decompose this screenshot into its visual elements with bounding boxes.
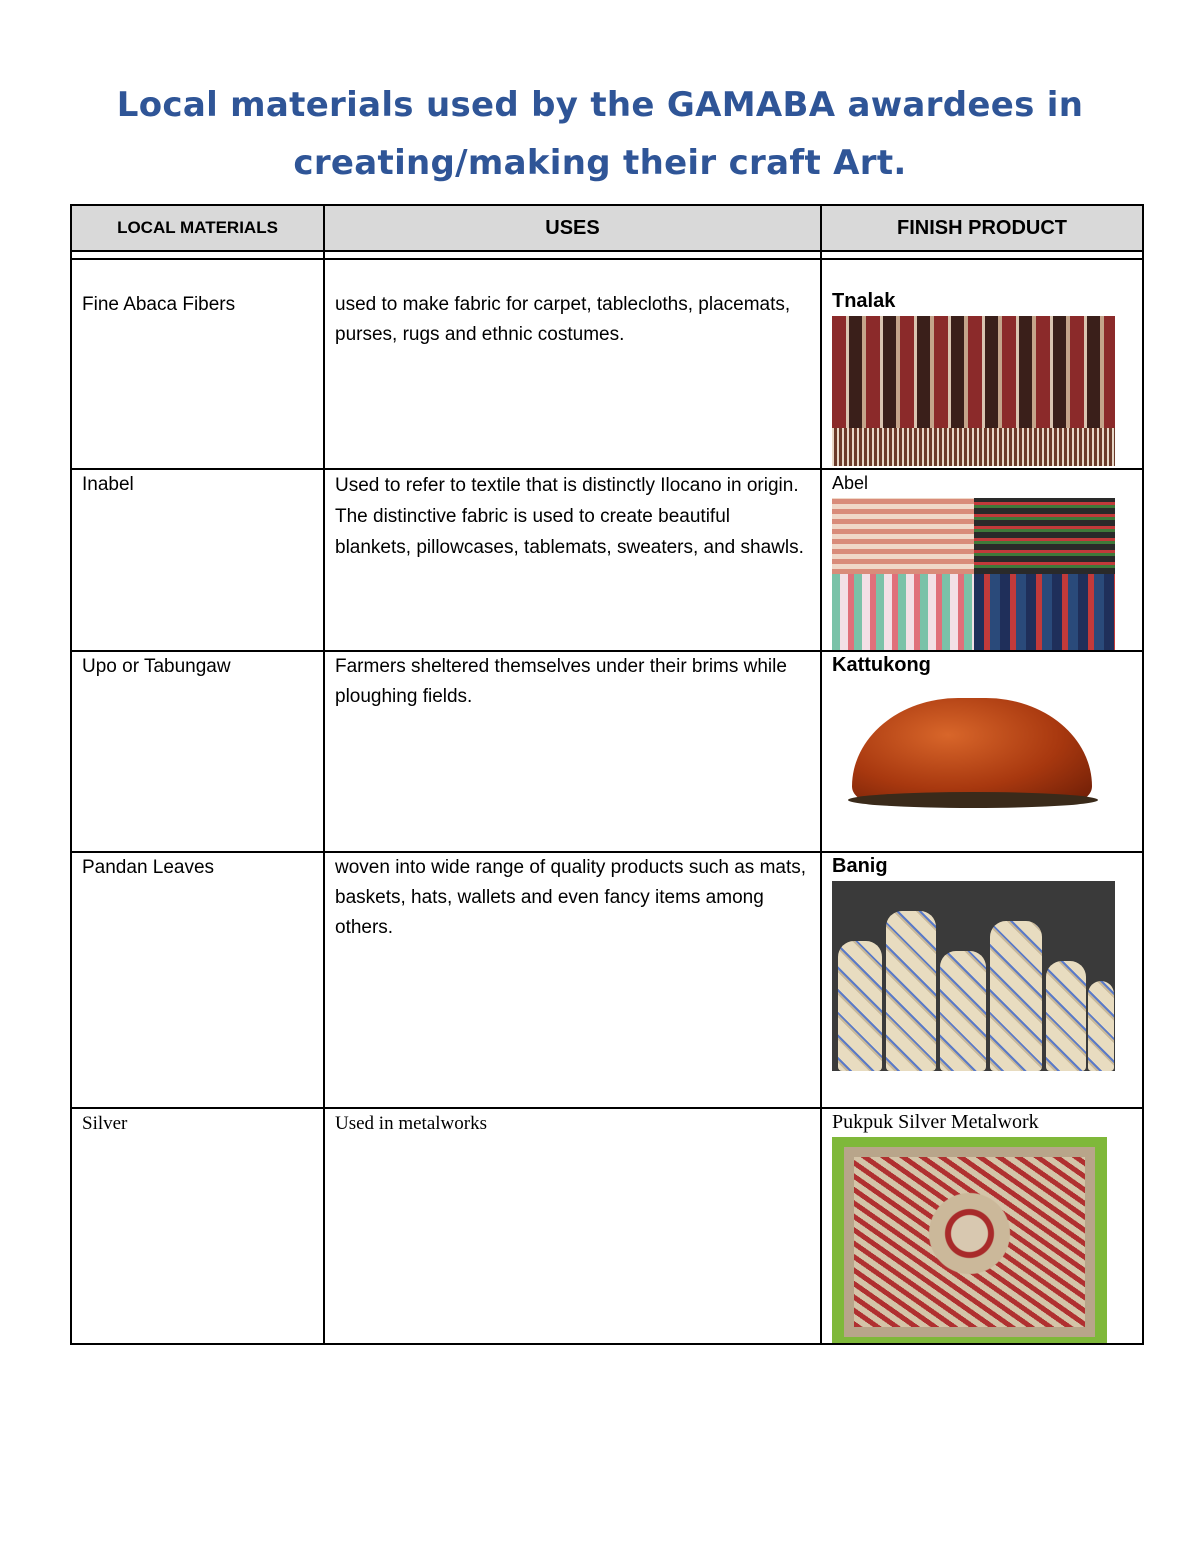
header-local-materials: LOCAL MATERIALS	[71, 205, 324, 251]
product-name: Kattukong	[832, 654, 931, 676]
uses-text: Used to refer to textile that is distinctly Ilocano in origin. The distinctive fabric is used to create beautiful blankets, pillowcases, tablemats, sweaters, and shawls.	[335, 475, 804, 558]
header-spacer	[71, 251, 1143, 259]
banig-image	[832, 881, 1115, 1071]
material-name: Fine Abaca Fibers	[82, 294, 236, 315]
uses-cell	[324, 1108, 821, 1344]
table-row	[71, 1108, 1143, 1344]
uses-cell	[324, 259, 821, 469]
table-row	[71, 852, 1143, 1108]
tnalak-image	[832, 316, 1115, 466]
product-name: Pukpuk Silver Metalwork	[832, 1111, 1039, 1133]
material-cell	[71, 259, 324, 469]
materials-table	[70, 204, 1144, 1345]
product-cell	[821, 852, 1143, 1108]
product-name: Banig	[832, 855, 888, 877]
uses-cell	[324, 469, 821, 651]
header-uses: USES	[324, 205, 821, 251]
uses-text: Used in metalworks	[335, 1113, 487, 1134]
uses-text: used to make fabric for carpet, tablecloths, placemats, purses, rugs and ethnic costumes.	[335, 294, 791, 345]
page-title	[60, 76, 1140, 192]
table-row	[71, 469, 1143, 651]
uses-cell	[324, 852, 821, 1108]
material-cell	[71, 651, 324, 852]
product-name: Tnalak	[832, 290, 896, 312]
title-line-1: Local materials used by the GAMABA awardees in	[116, 85, 1084, 125]
product-name: Abel	[832, 473, 869, 493]
material-name: Pandan Leaves	[82, 857, 215, 878]
header-row	[71, 205, 1143, 251]
abel-image	[832, 498, 1115, 650]
header-finish-product: FINISH PRODUCT	[821, 205, 1143, 251]
product-cell	[821, 1108, 1143, 1344]
material-name: Silver	[82, 1113, 128, 1134]
material-cell	[71, 1108, 324, 1344]
product-cell	[821, 469, 1143, 651]
uses-text: woven into wide range of quality products such as mats, baskets, hats, wallets and even fancy items among others.	[335, 857, 807, 938]
material-cell	[71, 469, 324, 651]
uses-cell	[324, 651, 821, 852]
uses-text: Farmers sheltered themselves under their brims while ploughing fields.	[335, 656, 787, 707]
pukpuk-image	[832, 1137, 1107, 1343]
material-cell	[71, 852, 324, 1108]
kattukong-image	[832, 680, 1115, 826]
table-row	[71, 259, 1143, 469]
table-row	[71, 651, 1143, 852]
material-name: Upo or Tabungaw	[82, 656, 231, 677]
title-line-2: creating/making their craft Art.	[293, 143, 907, 183]
product-cell	[821, 651, 1143, 852]
material-name: Inabel	[82, 474, 134, 495]
product-cell	[821, 259, 1143, 469]
